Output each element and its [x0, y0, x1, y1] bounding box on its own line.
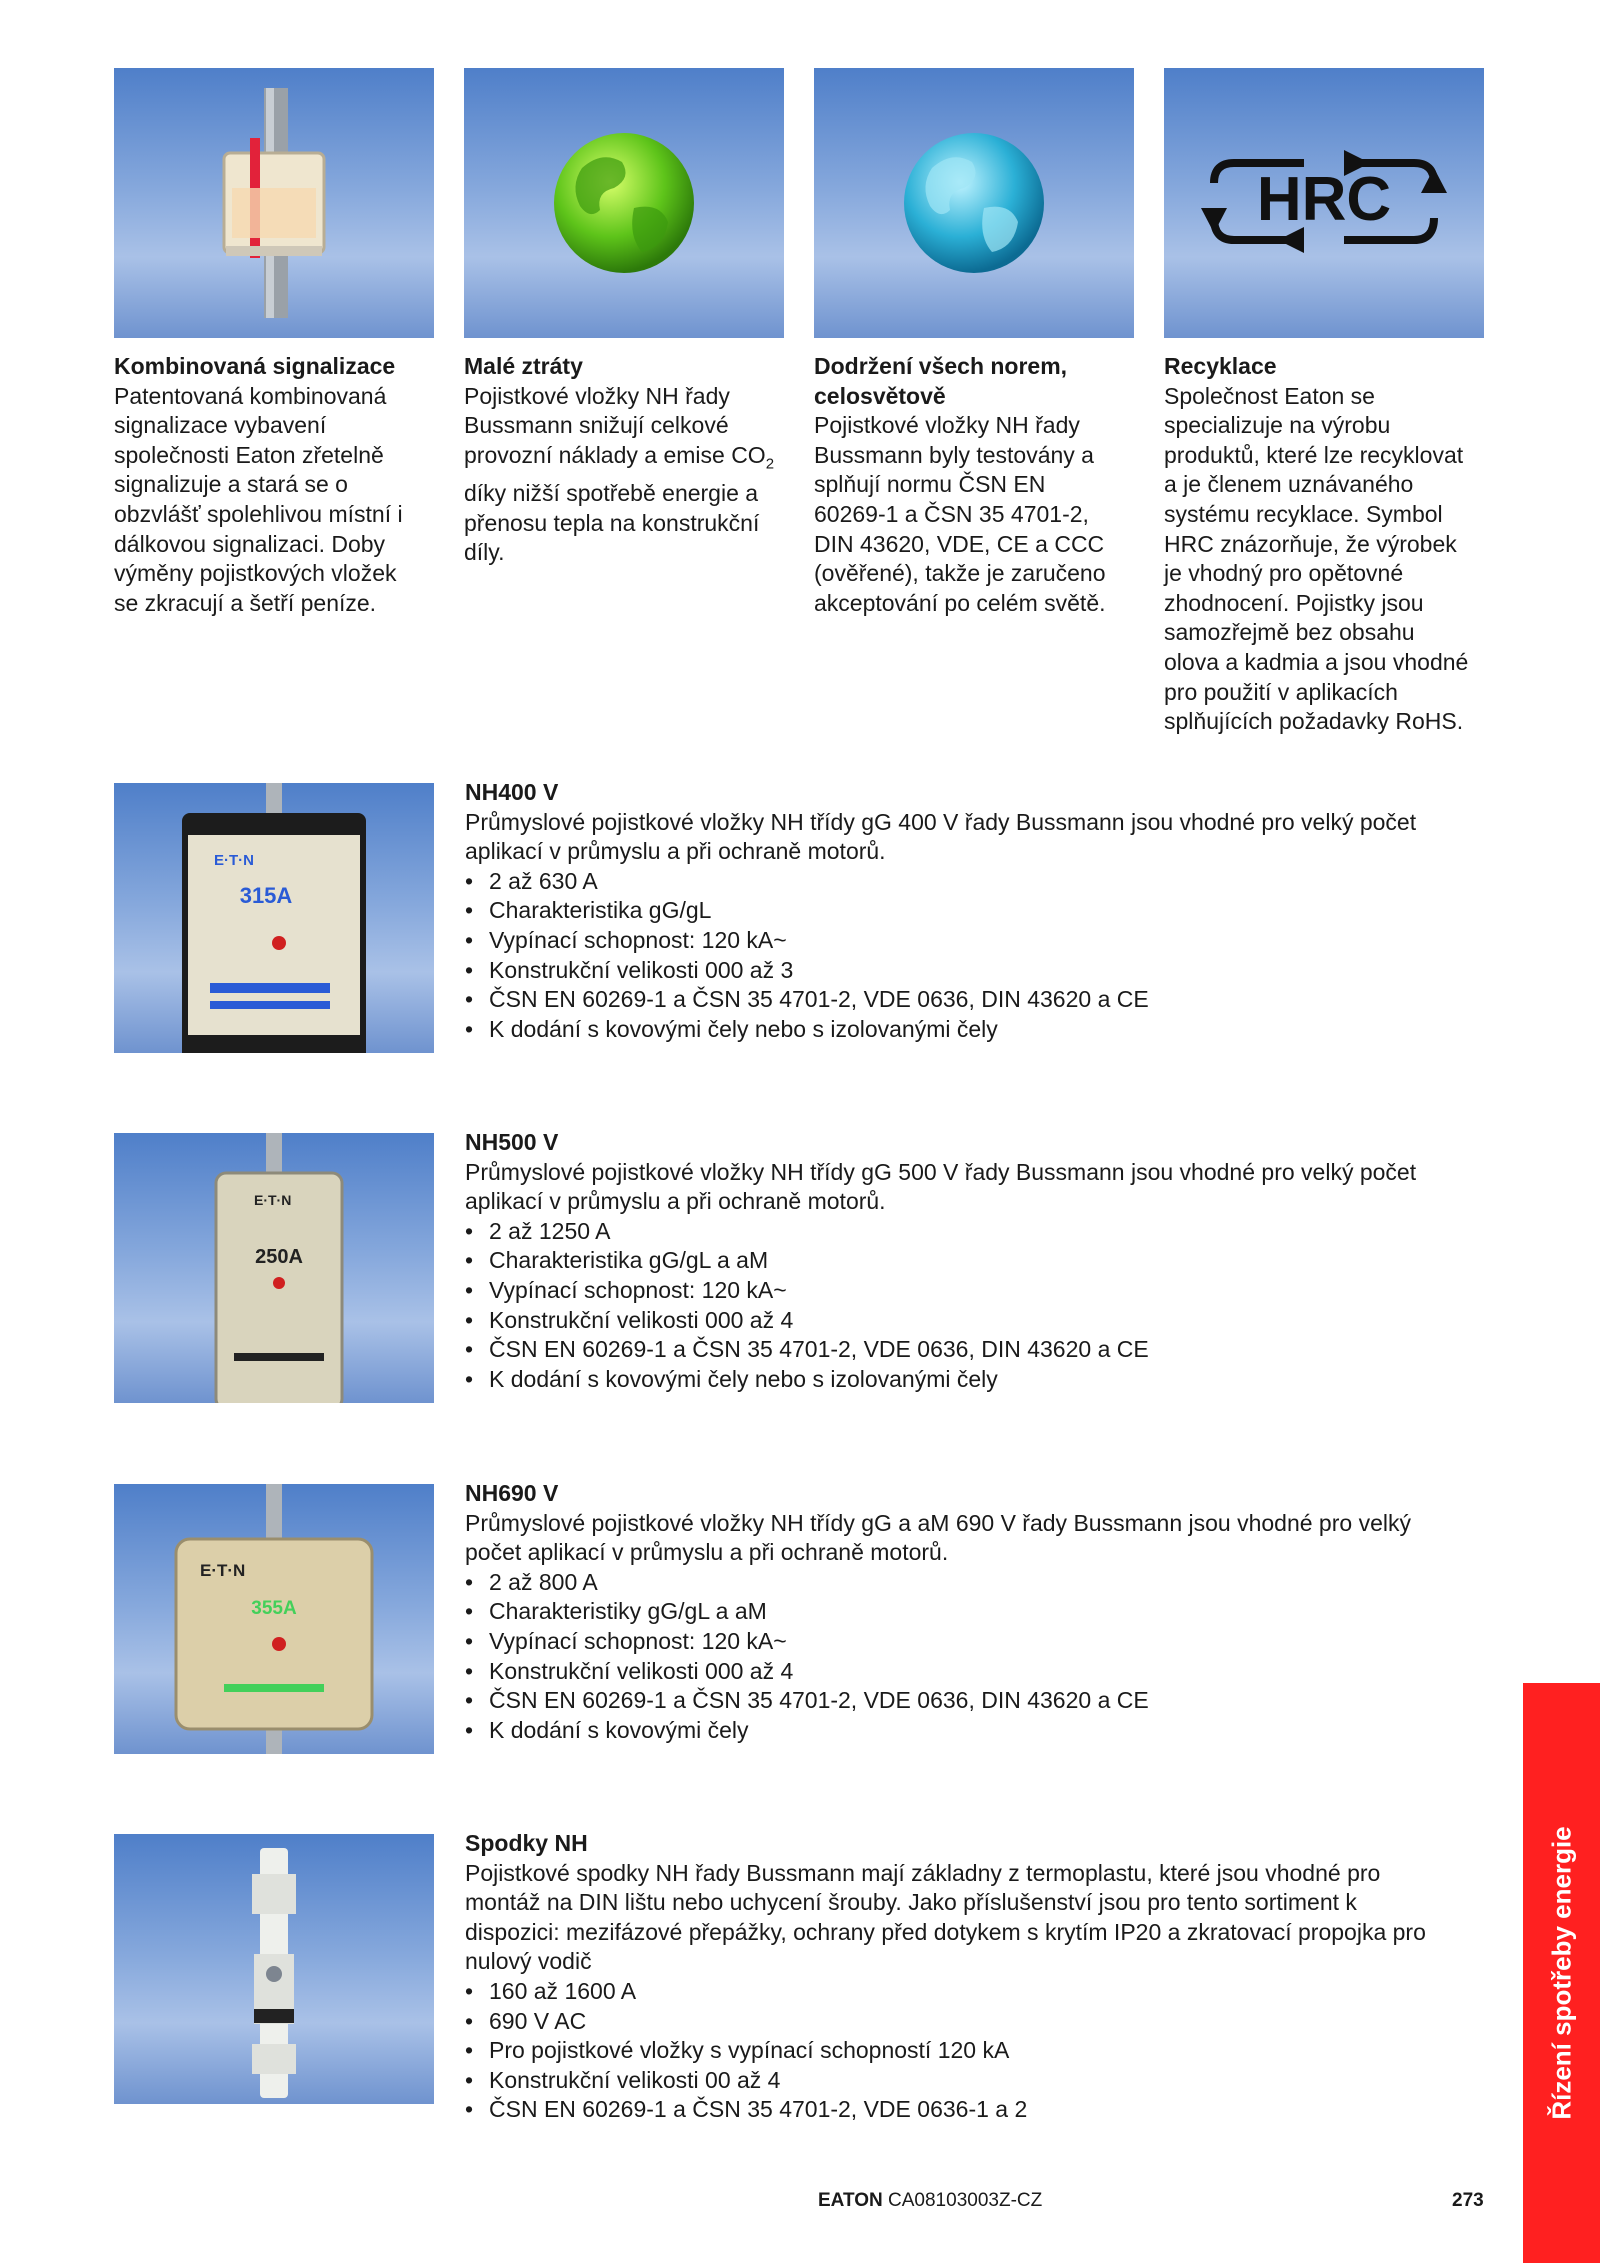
list-item: • 690 V AC: [465, 2007, 1485, 2037]
nh690-fuse-image: [114, 1484, 434, 1754]
feature-title: Dodržení všech norem, celosvětově: [814, 353, 1068, 409]
feature-text-part: díky nižší spotřebě energie a přenosu tepla na konstrukční díly.: [464, 479, 760, 566]
list-item: • Konstrukční velikosti 000 až 4: [465, 1306, 1485, 1336]
list-item: • Charakteristiky gG/gL a aM: [465, 1597, 1485, 1627]
feature-title: Malé ztráty: [464, 353, 583, 379]
fuse-brand-label: E·T·N: [200, 1561, 246, 1580]
nh500-fuse-image: [114, 1133, 434, 1403]
product-title: NH690 V: [465, 1480, 559, 1506]
list-item: • K dodání s kovovými čely: [465, 1716, 1485, 1746]
section-side-tab-label: Řízení spotřeby energie: [1546, 1826, 1576, 2120]
product-description: Průmyslové pojistkové vložky NH třídy gG 400 V řady Bussmann jsou vhodné pro velký počet aplikací v průmyslu a při ochraně motorů.: [465, 808, 1417, 865]
product-nh690: [465, 1479, 1485, 1745]
list-item: • ČSN EN 60269-1 a ČSN 35 4701-2, VDE 0636, DIN 43620 a CE: [465, 985, 1485, 1015]
list-item: • ČSN EN 60269-1 a ČSN 35 4701-2, VDE 0636, DIN 43620 a CE: [465, 1335, 1485, 1365]
feature-text: Pojistkové vložky NH řady Bussmann byly testovány a splňují normu ČSN EN 60269-1 a ČSN 35 4701-2, DIN 43620, VDE, CE a CCC (ověřené), takže je zaručeno akceptování po celém světě.: [814, 412, 1106, 616]
footer-brand: EATON: [818, 2190, 883, 2211]
feature-text-part: Pojistkové vložky NH řady Bussmann snižují celkové provozní náklady a emise CO: [464, 382, 766, 468]
list-item: • Charakteristika gG/gL: [465, 896, 1485, 926]
feature-text: [464, 382, 794, 568]
fuse-indicator-image: [114, 68, 434, 338]
hrc-logo-text: HRC: [1256, 165, 1392, 234]
fuse-brand-label: E·T·N: [254, 1192, 292, 1208]
feature-combined-signaling: [114, 352, 444, 618]
list-item: • ČSN EN 60269-1 a ČSN 35 4701-2, VDE 0636-1 a 2: [465, 2095, 1485, 2125]
feature-standards: [814, 352, 1144, 618]
fuse-rating-label: 250A: [255, 1246, 303, 1268]
feature-text: Společnost Eaton se specializuje na výrobu produktů, které lze recyklovat a je členem uznávaného systému recyklace. Symbol HRC znázorňuje, že výrobek je vhodný pro opětovné zhodnocení. Pojistky jsou samozřejmě bez obsahu olova a kadmia a jsou vhodné pro použití v aplikacích splňujících požadavky RoHS.: [1164, 382, 1469, 735]
hrc-recycling-logo: [1164, 68, 1484, 338]
nh-base-image: [114, 1834, 434, 2104]
list-item: • 2 až 1250 A: [465, 1217, 1485, 1247]
product-spec-list: [465, 1217, 1485, 1395]
nh-base-illustration: [114, 1834, 434, 2104]
list-item: • K dodání s kovovými čely nebo s izolovanými čely: [465, 1365, 1485, 1395]
product-description: Průmyslové pojistkové vložky NH třídy gG a aM 690 V řady Bussmann jsou vhodné pro velký počet aplikací v průmyslu a při ochraně motorů.: [465, 1509, 1411, 1566]
product-spec-list: [465, 1977, 1485, 2125]
list-item: • Konstrukční velikosti 000 až 3: [465, 956, 1485, 986]
co2-subscript: 2: [765, 455, 775, 473]
hrc-recycling-image: [1164, 68, 1484, 338]
feature-text: Patentovaná kombinovaná signalizace vybavení společnosti Eaton zřetelně signalizuje a stará se o obzvlášť spolehlivou místní i dálkovou signalizaci. Doby výměny pojistkových vložek se zkracují a šetří peníze.: [114, 382, 403, 616]
product-description: Průmyslové pojistkové vložky NH třídy gG 500 V řady Bussmann jsou vhodné pro velký počet aplikací v průmyslu a při ochraně motorů.: [465, 1158, 1417, 1215]
nh400-fuse-illustration: [114, 783, 434, 1053]
product-description: Pojistkové spodky NH řady Bussmann mají základny z termoplastu, které jsou vhodné pro montáž na DIN lištu nebo uchycení šrouby. Jako příslušenství jsou pro tento sortiment k dispozici: mezifázové přepážky, ochrany před dotykem s krytím IP20 a zkratovací propojka pro nulový vodič: [465, 1859, 1426, 1975]
fuse-rating-label: 315A: [239, 883, 293, 908]
product-nh400: [465, 778, 1485, 1044]
product-title: NH400 V: [465, 779, 559, 805]
list-item: • Konstrukční velikosti 000 až 4: [465, 1657, 1485, 1687]
product-spec-list: [465, 1568, 1485, 1746]
list-item: • ČSN EN 60269-1 a ČSN 35 4701-2, VDE 0636, DIN 43620 a CE: [465, 1686, 1485, 1716]
fuse-indicator-illustration: [114, 68, 434, 338]
feature-title: Recyklace: [1164, 353, 1277, 379]
nh500-fuse-illustration: [114, 1133, 434, 1403]
list-item: • Pro pojistkové vložky s vypínací schopností 120 kA: [465, 2036, 1485, 2066]
nh690-fuse-illustration: [114, 1484, 434, 1754]
list-item: • Vypínací schopnost: 120 kA~: [465, 1627, 1485, 1657]
list-item: • Charakteristika gG/gL a aM: [465, 1246, 1485, 1276]
product-title: NH500 V: [465, 1129, 559, 1155]
green-globe-image: [464, 68, 784, 338]
product-spec-list: [465, 867, 1485, 1045]
fuse-rating-label: 355A: [251, 1598, 297, 1619]
fuse-brand-label: E·T·N: [214, 852, 254, 869]
list-item: • Vypínací schopnost: 120 kA~: [465, 926, 1485, 956]
product-title: Spodky NH: [465, 1830, 588, 1856]
list-item: • Konstrukční velikosti 00 až 4: [465, 2066, 1485, 2096]
footer-doc-code: CA08103003Z-CZ: [882, 2190, 1043, 2211]
product-nh-bases: [465, 1829, 1485, 2125]
feature-low-losses: [464, 352, 794, 568]
blue-globe-image: [814, 68, 1134, 338]
nh400-fuse-image: [114, 783, 434, 1053]
feature-title: Kombinovaná signalizace: [114, 353, 396, 379]
section-side-tab: [1523, 1683, 1600, 2263]
feature-recycling: [1164, 352, 1494, 737]
list-item: • 160 až 1600 A: [465, 1977, 1485, 2007]
page-number: 273: [1452, 2190, 1484, 2211]
blue-globe-illustration: [814, 68, 1134, 338]
footer-doc-info: [818, 2190, 1042, 2212]
list-item: • 2 až 630 A: [465, 867, 1485, 897]
list-item: • K dodání s kovovými čely nebo s izolovanými čely: [465, 1015, 1485, 1045]
product-nh500: [465, 1128, 1485, 1394]
green-globe-illustration: [464, 68, 784, 338]
list-item: • 2 až 800 A: [465, 1568, 1485, 1598]
list-item: • Vypínací schopnost: 120 kA~: [465, 1276, 1485, 1306]
